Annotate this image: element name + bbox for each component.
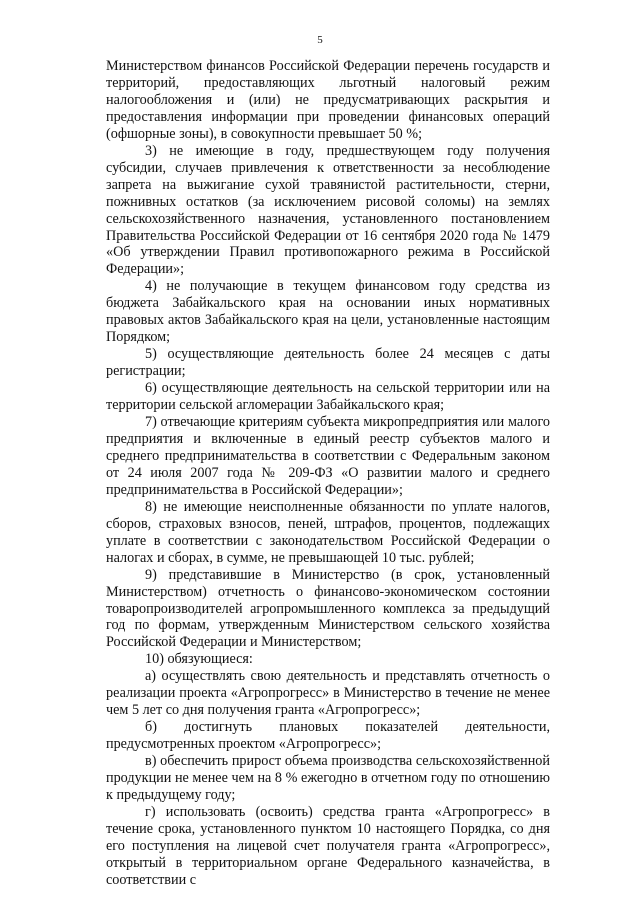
paragraph-continuation: Министерством финансов Российской Федерации перечень государств и территорий, предоставляющих льготный налоговый режим налогообложения и (или) не предусматривающих раскрытия и предоставления информации при проведении финансовых операций (офшорные зоны), в совокупности превышает 50 %;	[106, 58, 550, 142]
paragraph-item-8: 8) не имеющие неисполненные обязанности по уплате налогов, сборов, страховых взносов, пеней, штрафов, процентов, подлежащих уплате в соответствии с законодательством Российской Федерации о налогах и сборах, в сумме, не превышающей 10 тыс. рублей;	[106, 498, 550, 566]
document-body	[106, 58, 550, 889]
paragraph-subitem-a: а) осуществлять свою деятельность и представлять отчетность о реализации проекта «Агропрогресс» в Министерство в течение не менее чем 5 лет со дня получения гранта «Агропрогресс»;	[106, 668, 550, 719]
paragraph-subitem-b: б) достигнуть плановых показателей деятельности, предусмотренных проектом «Агропрогресс»;	[106, 719, 550, 753]
paragraph-subitem-v: в) обеспечить прирост объема производства сельскохозяйственной продукции не менее чем на 8 % ежегодно в отчетном году по отношению к предыдущему году;	[106, 753, 550, 803]
paragraph-item-10: 10) обязующиеся:	[145, 651, 253, 668]
paragraph-subitem-g: г) использовать (освоить) средства гранта «Агропрогресс» в течение срока, установленного пунктом 10 настоящего Порядка, со дня его поступления на лицевой счет получателя гранта «Агропрогресс», открытый в территориальном органе Федерального казначейства, в соответствии с	[106, 803, 550, 888]
paragraph-item-6: 6) осуществляющие деятельность на сельской территории или на территории сельской агломерации Забайкальского края;	[106, 380, 550, 414]
page-number: 5	[317, 34, 323, 46]
paragraph-item-7: 7) отвечающие критериям субъекта микропредприятия или малого предприятия и включенные в единый реестр субъектов малого и среднего предпринимательства в соответствии с Федеральным законом от 24 июля 2007 года № 209-ФЗ «О развитии малого и среднего предпринимательства в Российской Федерации»;	[106, 414, 550, 498]
paragraph-item-5: 5) осуществляющие деятельность более 24 месяцев с даты регистрации;	[106, 346, 550, 380]
paragraph-item-9: 9) представившие в Министерство (в срок, установленный Министерством) отчетность о финансово-экономическом состоянии товаропроизводителей агропромышленного комплекса за предыдущий год по формам, утвержденным Министерством сельского хозяйства Российской Федерации и Министерством;	[106, 566, 550, 651]
paragraph-item-4: 4) не получающие в текущем финансовом году средства из бюджета Забайкальского края на основании иных нормативных правовых актов Забайкальского края на цели, установленные настоящим Порядком;	[106, 278, 550, 346]
paragraph-item-3: 3) не имеющие в году, предшествующем году получения субсидии, случаев привлечения к ответственности за несоблюдение запрета на выжигание сухой травянистой растительности, стерни, пожнивных остатков (за исключением рисовой соломы) на землях сельскохозяйственного назначения, установленного постановлением Правительства Российской Федерации от 16 сентября 2020 года № 1479 «Об утверждении Правил противопожарного режима в Российской Федерации»;	[106, 142, 550, 278]
